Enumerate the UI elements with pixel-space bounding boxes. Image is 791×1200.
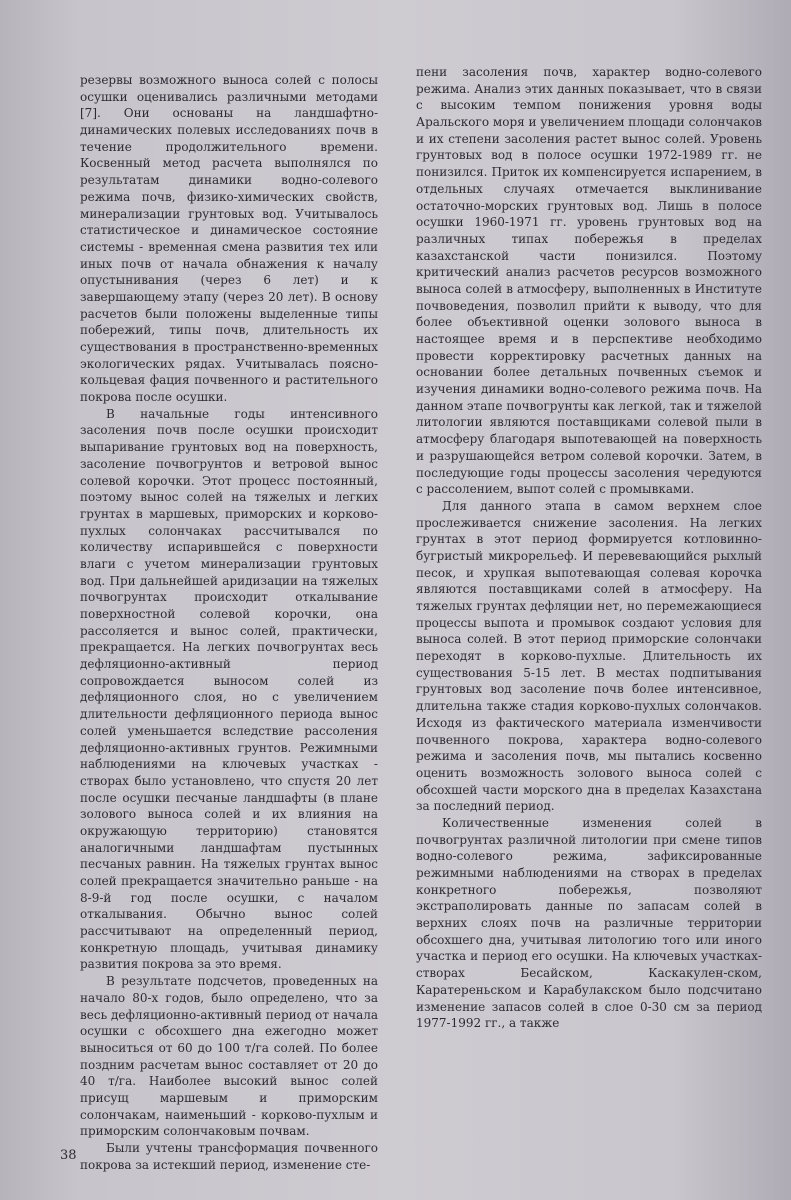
paragraph: Для данного этапа в самом верхнем слое прослеживается снижение засоления. На легких грунтах в этот период формируется котловинно-бугристый микрорельеф. И перевевающийся рыхлый песок, и хрупкая выпотевающая солевая корочка являются поставщиками солей в атмосферу. На тяжелых грунтах дефляции нет, но перемежающиеся процессы выпота и промывок создают условия для выноса солей. В этот период приморские солончаки переходят в корково-пухлые. Длительность их существования 5-15 лет. В местах подпитывания грунтовых вод засоление почв более интенсивное, длительна также стадия корково-пухлых солончаков. Исходя из фактического материала изменчивости почвенного покрова, характера водно-солевого режима и засоления почв, мы пытались косвенно оценить возможность золового выноса солей с обсохшей части морского дна в пределах Казахстана за последний период.: [416, 498, 762, 814]
right-column: [416, 64, 762, 1032]
page-number: 38: [60, 1148, 77, 1163]
paragraph: Были учтены трансформация почвенного покрова за истекший период, изменение сте-: [80, 1141, 378, 1172]
paragraph: резервы возможного выноса солей с полосы осушки оценивались различными методами [7]. Они основаны на ландшафтно-динамических полевых исследованиях почв в течение продолжительного времени. Косвенный метод расчета выполнялся по результатам динамики водно-солевого режима почв, физико-химических свойств, минерализации грунтовых вод. Учитывалось статистическое и динамическое состояние системы - временная смена развития тех или иных почв от начала обнажения к началу опустынивания (через 6 лет) и к завершающему этапу (через 20 лет). В основу расчетов были положены выделенные типы побережий, типы почв, длительность их существования в пространственно-временных экологических рядах. Учитывалась поясно-кольцевая фация почвенного и растительного покрова после осушки.: [80, 73, 378, 405]
paragraph: В начальные годы интенсивного засоления почв после осушки происходит выпаривание грунтовых вод на поверхность, засоление почвогрунтов и ветровой вынос солевой корочки. Этот процесс постоянный, поэтому вынос солей на тяжелых и легких грунтах в маршевых, приморских и корково-пухлых солончаках рассчитывался по количеству испарившейся с поверхности влаги с учетом минерализации грунтовых вод. При дальнейшей аридизации на тяжелых почвогрунтах происходит откалывание поверхностной солевой корочки, она рассоляется и вынос солей, практически, прекращается. На легких почвогрунтах весь дефляционно-активный период сопровождается выносом солей из дефляционного слоя, но с увеличением длительности дефляционного периода вынос солей уменьшается вследствие рассоления дефляционно-активных грунтов. Режимными наблюдениями на ключевых участках - створах было установлено, что спустя 20 лет после осушки песчаные ландшафты (в плане золового выноса солей и их влияния на окружающую территорию) становятся аналогичными ландшафтам пустынных песчаных равнин. На тяжелых грунтах вынос солей прекращается значительно раньше - на 8-9-й год после осушки, с началом откалывания. Обычно вынос солей рассчитывают на определенный период, конкретную площадь, учитывая динамику развития покрова за это время.: [80, 406, 378, 972]
paragraph: В результате подсчетов, проведенных на начало 80-х годов, было определено, что за весь дефляционно-активный период от начала осушки с обсохшего дна ежегодно может выноситься от 60 до 100 т/га солей. По более поздним расчетам вынос составляет от 20 до 40 т/га. Наиболее высокий вынос солей присущ маршевым и приморским солончакам, наименьший - корково-пухлым и приморским солончаковым почвам.: [80, 974, 378, 1139]
left-column: [80, 72, 378, 1173]
paragraph: пени засоления почв, характер водно-солевого режима. Анализ этих данных показывает, что в связи с высоким темпом понижения уровня воды Аральского моря и увеличением площади солончаков и их степени засоления растет вынос солей. Уровень грунтовых вод в полосе осушки 1972-1989 гг. не понизился. Приток их компенсируется испарением, в отдельных случаях отмечается выклинивание остаточно-морских грунтовых вод. Лишь в полосе осушки 1960-1971 гг. уровень грунтовых вод на различных типах побережья в пределах казахстанской части понизился. Поэтому критический анализ расчетов ресурсов возможного выноса солей в атмосферу, выполненных в Институте почвоведения, позволил прийти к выводу, что для более объективной оценки золового выноса в настоящее время и в перспективе необходимо провести корректировку расчетных данных на основании более детальных почвенных съемок и изучения динамики водно-солевого режима почв. На данном этапе почвогрунты как легкой, так и тяжелой литологии являются поставщиками солевой пыли в атмосферу благодаря выпотевающей на поверхность и разрушающейся ветром солевой корочки. Затем, в последующие годы процессы засоления чередуются с рассолением, выпот солей с промывками.: [416, 65, 762, 497]
paragraph: Количественные изменения солей в почвогрунтах различной литологии при смене типов водно-солевого режима, зафиксированные режимными наблюдениями на створах в пределах конкретного побережья, позволяют экстраполировать данные по запасам солей в верхних слоях почв на различные территории обсохшего дна, учитывая литологию того или иного участка и период его осушки. На ключевых участках-створах Бесайском, Каскакулен-ском, Каратереньском и Карабулакском было подсчитано изменение запасов солей в слое 0-30 см за период 1977-1992 гг., а также: [416, 815, 762, 1031]
